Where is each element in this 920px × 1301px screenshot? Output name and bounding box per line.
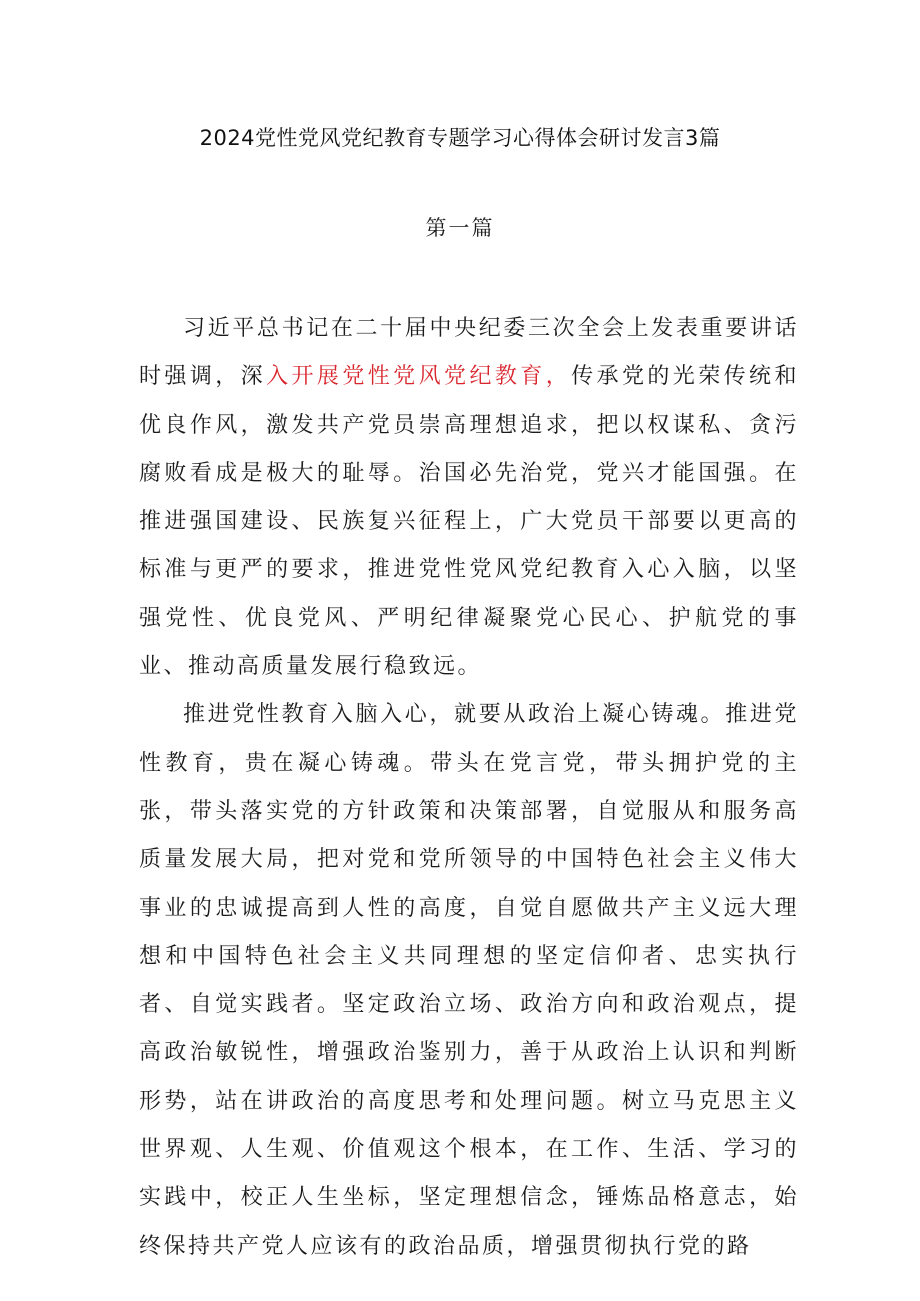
highlighted-phrase: 入开展党性党风党纪教育， xyxy=(266,364,572,390)
paragraph-1-text-end: 传承党的光荣传统和优良作风，激发共产党员崇高理想追求，把以权谋私、贪污腐败看成是极大的耻辱。治国必先治党，党兴才能国强。在推进强国建设、民族复兴征程上，广大党员干部要以更高的标准与更严的要求，推进党性党风党纪教育入心入脑，以坚强党性、优良党风、严明纪律凝聚党心民心、护航党的事业、推动高质量发展行稳致远。 xyxy=(139,364,799,680)
paragraph-1 xyxy=(139,305,799,691)
document-title: 2024党性党风党纪教育专题学习心得体会研讨发言3篇 xyxy=(199,126,721,150)
section-heading: 第一篇 xyxy=(425,216,495,240)
document-body xyxy=(139,305,799,1271)
paragraph-2: 推进党性教育入脑入心，就要从政治上凝心铸魂。推进党性教育，贵在凝心铸魂。带头在党言党，带头拥护党的主张，带头落实党的方针政策和决策部署，自觉服从和服务高质量发展大局，把对党和党所领导的中国特色社会主义伟大事业的忠诚提高到人性的高度，自觉自愿做共产主义远大理想和中国特色社会主义共同理想的坚定信仰者、忠实执行者、自觉实践者。坚定政治立场、政治方向和政治观点，提高政治敏锐性，增强政治鉴别力，善于从政治上认识和判断形势，站在讲政治的高度思考和处理问题。树立马克思主义世界观、人生观、价值观这个根本，在工作、生活、学习的实践中，校正人生坐标，坚定理想信念，锤炼品格意志，始终保持共产党人应该有的政治品质，增强贯彻执行党的路 xyxy=(139,702,799,1259)
paragraph-1-text-start: 习近平总书记在二十届中央纪委三次全会上发表重要讲话时强调，深 xyxy=(139,316,799,390)
